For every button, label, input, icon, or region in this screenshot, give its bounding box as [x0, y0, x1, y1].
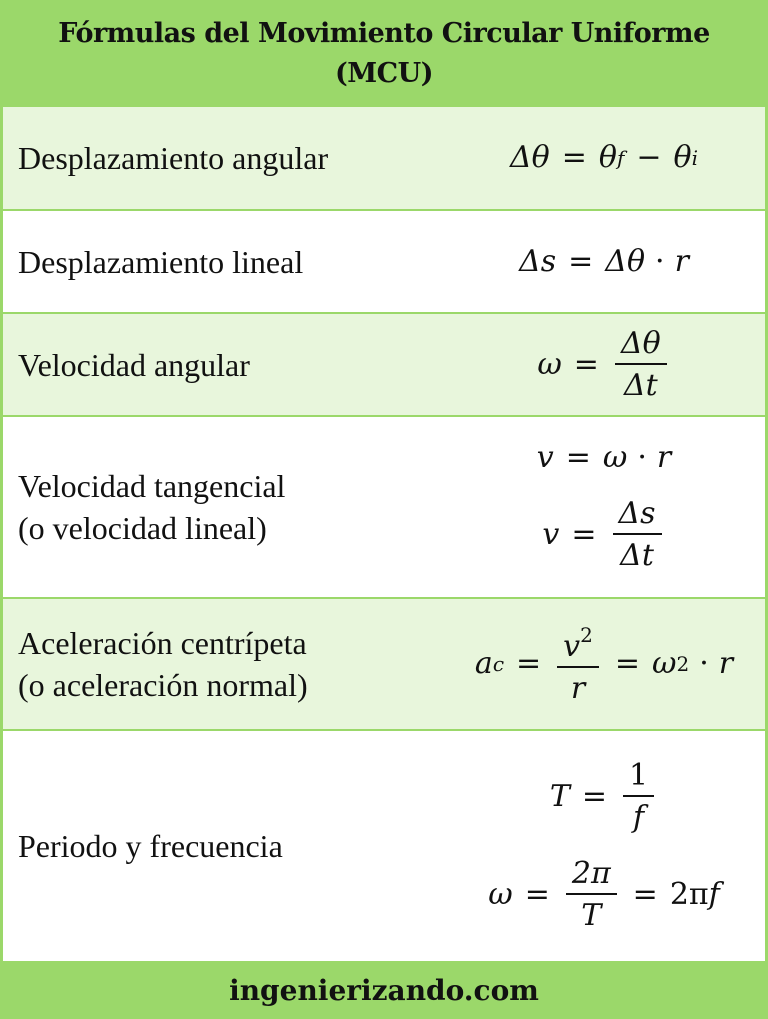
- formula-linear-displacement: Δs = Δθ · r: [519, 243, 689, 279]
- formula-period: T = $\frac{1}{f}$: [550, 761, 658, 833]
- formula-centripetal-acceleration: a c = $\frac{v^2}{r}$ = ω 2 · r: [474, 622, 734, 706]
- title-banner: [3, 3, 765, 105]
- fraction: $\frac{v^2}{r}$: [557, 625, 599, 704]
- row-velocidad-tangencial: [3, 415, 765, 597]
- row-label: Velocidad angular: [18, 346, 250, 383]
- formula-cell: [443, 417, 765, 597]
- formula-cell: [443, 107, 765, 209]
- row-label: Desplazamiento lineal: [18, 243, 304, 280]
- row-aceleracion-centripeta: [3, 597, 765, 729]
- formula-cell: [443, 211, 765, 312]
- row-desplazamiento-angular: [3, 105, 765, 209]
- formula-cell: [443, 731, 765, 961]
- formula-angular-frequency: ω = $\frac{2\pi}{T}$ = 2π f: [488, 856, 720, 933]
- fraction: $\frac{1}{f}$: [623, 761, 654, 833]
- formula-angular-displacement: Δθ = θ f − θ i: [510, 140, 698, 175]
- formula-cell: [443, 314, 765, 415]
- title-line-2: (MCU): [335, 58, 433, 89]
- row-label: Aceleración centrípeta (o aceleración normal): [18, 625, 308, 703]
- row-velocidad-angular: [3, 312, 765, 415]
- row-label: Periodo y frecuencia: [18, 828, 283, 864]
- fraction: $\frac{\Delta\theta}{\Delta t}$: [615, 329, 667, 401]
- formula-tangential-velocity-1: v = ω · r: [536, 440, 672, 475]
- footer-site: [3, 961, 765, 1019]
- row-desplazamiento-lineal: [3, 209, 765, 312]
- fraction: $\frac{\Delta s}{\Delta t}$: [613, 499, 662, 571]
- formula-cell: [443, 599, 765, 729]
- row-label: Desplazamiento angular: [18, 140, 329, 176]
- row-periodo-frecuencia: [3, 729, 765, 961]
- site-name: ingenierizando.com: [229, 973, 539, 1007]
- row-label: Velocidad tangencial (o velocidad lineal): [18, 468, 286, 546]
- formula-angular-velocity: ω = $\frac{\Delta\theta}{\Delta t}$: [537, 329, 670, 401]
- formula-tangential-velocity-2: v = $\frac{\Delta s}{\Delta t}$: [542, 499, 665, 571]
- fraction: $\frac{2\pi}{T}$: [566, 859, 617, 931]
- title-line-1: Fórmulas del Movimiento Circular Uniforme: [58, 18, 710, 49]
